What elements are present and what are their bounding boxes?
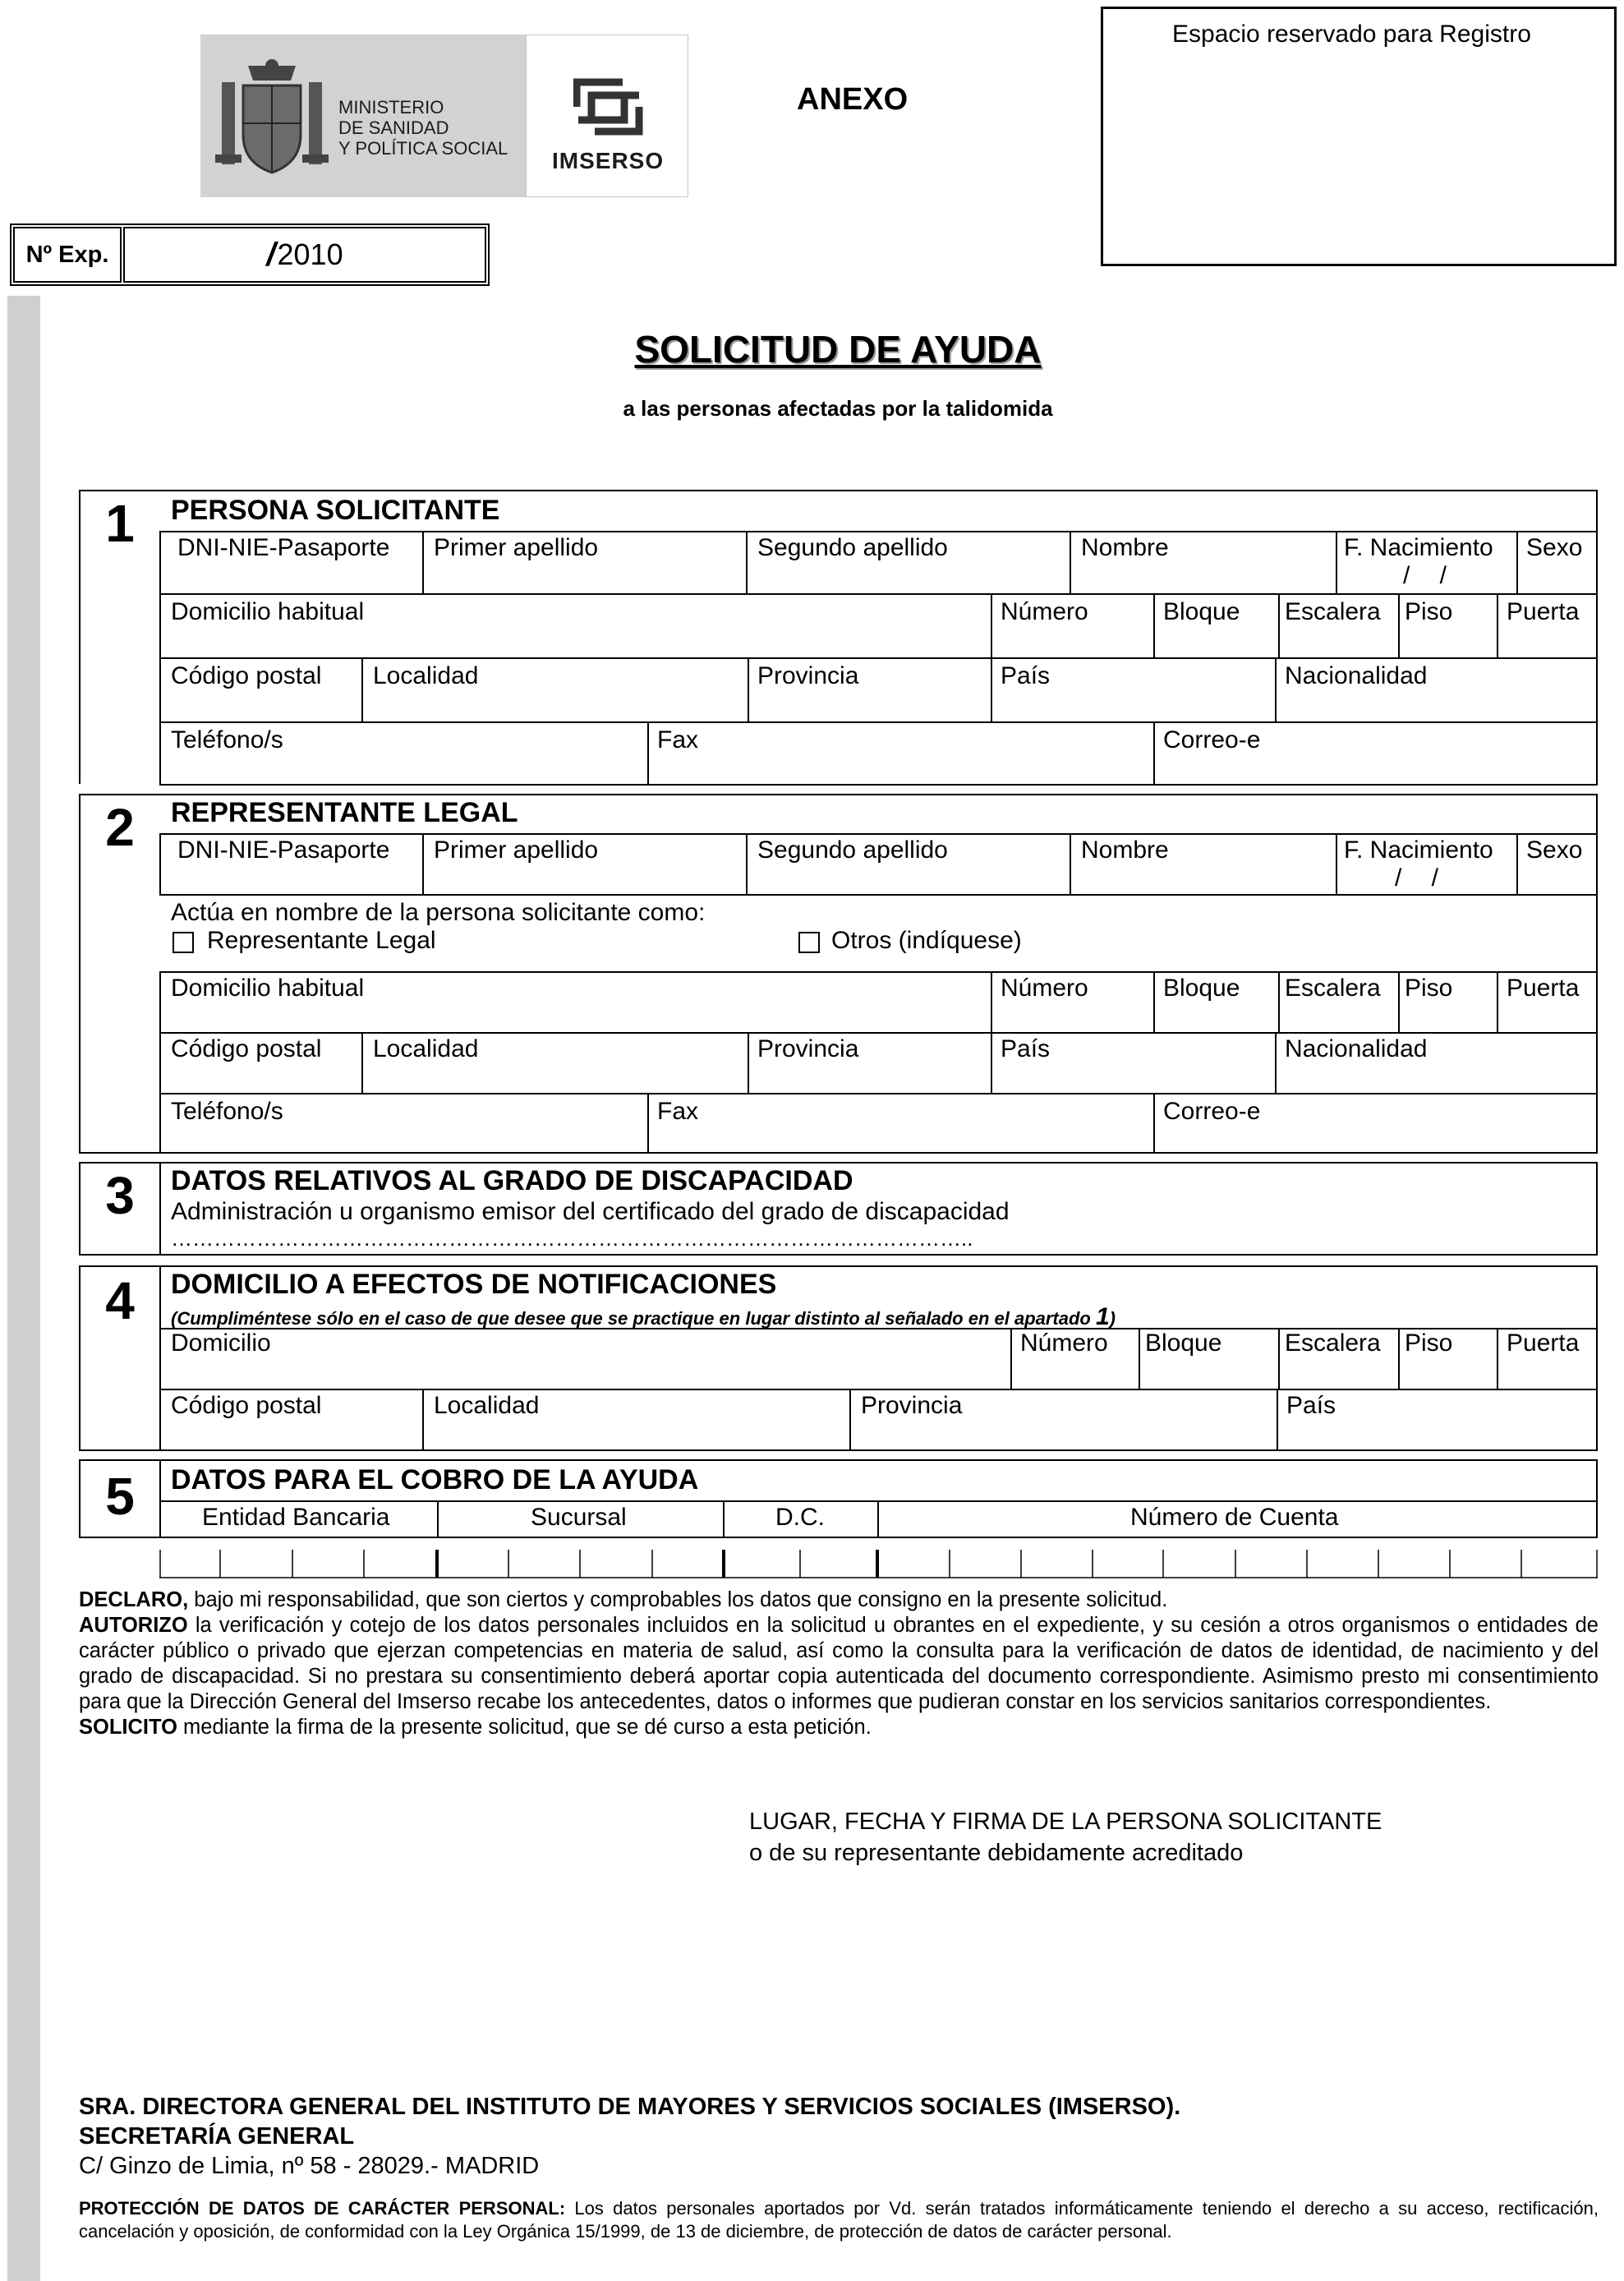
s1-telefono-field[interactable] (159, 721, 649, 786)
s4-pais-field[interactable] (1277, 1389, 1598, 1451)
s4-domicilio-field[interactable] (159, 1328, 1012, 1390)
s1-domicilio-field[interactable] (159, 593, 992, 659)
s1-cp-field[interactable] (159, 657, 363, 723)
s4-bloque-field[interactable] (1139, 1328, 1280, 1390)
s2-cp-label: Código postal (171, 1035, 322, 1062)
s4-note-end: ) (1109, 1308, 1116, 1329)
ministry-line-3: Y POLÍTICA SOCIAL (338, 138, 508, 159)
s1-apellido1-label: Primer apellido (434, 534, 599, 561)
s2-provincia-field[interactable] (748, 1032, 992, 1094)
s1-sexo-field[interactable] (1516, 531, 1598, 595)
s4-note (171, 1303, 1116, 1331)
page-title: SOLICITUD DE AYUDA (634, 328, 1042, 371)
s2-fax-label: Fax (657, 1098, 699, 1125)
privacy-text: Los datos personales aportados por Vd. serán tratados informáticamente teniendo el derecho a su acceso, rectificación, cancelación y oposición, de conformidad con la Ley Orgánica 15/1999, de 13 de diciembre, de protección de datos de carácter personal. (79, 2198, 1599, 2242)
s1-date-slashes: / / (1403, 562, 1447, 589)
s4-puerta-label: Puerta (1507, 1329, 1580, 1357)
s2-puerta-field[interactable] (1497, 971, 1598, 1034)
s1-correo-label: Correo-e (1163, 726, 1261, 753)
s2-apellido1-label: Primer apellido (434, 836, 599, 864)
section-4-heading: DOMICILIO A EFECTOS DE NOTIFICACIONES (171, 1269, 777, 1300)
s5-cuenta-label: Número de Cuenta (1130, 1504, 1339, 1531)
s2-sexo-label: Sexo (1526, 836, 1583, 864)
recipient-address (79, 2092, 1180, 2181)
s1-domicilio-label: Domicilio habitual (171, 598, 365, 625)
s2-date-slashes: / / (1395, 864, 1439, 892)
s2-correo-label: Correo-e (1163, 1098, 1261, 1125)
ministry-line-2: DE SANIDAD (338, 118, 449, 138)
signature-area[interactable] (749, 1806, 1382, 1869)
registry-box (1101, 7, 1617, 266)
s2-otros-label: Otros (indíquese) (831, 927, 1022, 954)
address-line-1: SRA. DIRECTORA GENERAL DEL INSTITUTO DE MAYORES Y SERVICIOS SOCIALES (IMSERSO). (79, 2094, 1181, 2120)
s2-domicilio-label: Domicilio habitual (171, 975, 365, 1002)
registry-label: Espacio reservado para Registro (1172, 21, 1531, 48)
s3-dots: ………………………………………………………………………………………………….. (171, 1226, 973, 1251)
s4-note-number: 1 (1095, 1303, 1110, 1330)
s5-sucursal-label: Sucursal (531, 1504, 627, 1531)
s2-dni-field[interactable] (159, 833, 424, 896)
ministry-name (338, 97, 508, 159)
declaro-bold: DECLARO, (79, 1588, 189, 1611)
s2-sexo-field[interactable] (1516, 833, 1598, 896)
s1-nacimiento-label: F. Nacimiento (1344, 534, 1493, 561)
s1-apellido1-field[interactable] (422, 531, 748, 595)
s1-dni-field[interactable] (159, 531, 424, 595)
s2-apellido1-field[interactable] (422, 833, 748, 896)
s2-escalera-label: Escalera (1285, 975, 1381, 1002)
address-line-2: SECRETARÍA GENERAL (79, 2123, 355, 2150)
expedient-slash: / (266, 236, 276, 273)
s4-localidad-field[interactable] (422, 1389, 851, 1451)
s1-dni-label: DNI-NIE-Pasaporte (177, 534, 390, 561)
s2-telefono-label: Teléfono/s (171, 1098, 283, 1125)
section-3-heading: DATOS RELATIVOS AL GRADO DE DISCAPACIDAD (171, 1165, 853, 1196)
s2-apellido2-label: Segundo apellido (757, 836, 948, 864)
s1-localidad-field[interactable] (361, 657, 749, 723)
s4-pais-label: País (1286, 1392, 1336, 1419)
s5-dc-header (723, 1500, 879, 1538)
s2-pais-label: País (1001, 1035, 1051, 1062)
s4-cp-label: Código postal (171, 1392, 322, 1419)
section-1-number: 1 (105, 494, 135, 553)
address-line-3: C/ Ginzo de Limia, nº 58 - 28029.- MADRID (79, 2153, 540, 2179)
s2-correo-field[interactable] (1153, 1093, 1598, 1154)
s2-actua-label: Actúa en nombre de la persona solicitante como: (171, 899, 706, 926)
imserso-wordmark: IMSERSO (552, 148, 665, 173)
section-4-number: 4 (105, 1271, 135, 1330)
privacy-bold: PROTECCIÓN DE DATOS DE CARÁCTER PERSONAL: (79, 2198, 566, 2219)
expedient-number-field[interactable] (123, 227, 486, 283)
s2-nacionalidad-label: Nacionalidad (1285, 1035, 1428, 1062)
s1-localidad-label: Localidad (373, 662, 479, 689)
s5-dc-label: D.C. (775, 1504, 825, 1531)
s2-numero-field[interactable] (991, 971, 1155, 1034)
s2-puerta-label: Puerta (1507, 975, 1580, 1002)
s2-otros-checkbox[interactable] (798, 932, 820, 953)
s1-fax-label: Fax (657, 726, 699, 753)
s2-piso-label: Piso (1405, 975, 1453, 1002)
s1-bloque-field[interactable] (1153, 593, 1280, 659)
s4-provincia-field[interactable] (849, 1389, 1278, 1451)
s1-puerta-field[interactable] (1497, 593, 1598, 659)
s4-provincia-label: Provincia (861, 1392, 963, 1419)
s2-dni-label: DNI-NIE-Pasaporte (177, 836, 390, 864)
s2-nombre-field[interactable] (1070, 833, 1337, 896)
s4-numero-label: Número (1020, 1329, 1108, 1357)
coat-of-arms-icon (215, 58, 329, 179)
s2-numero-label: Número (1001, 975, 1088, 1002)
ministry-line-1: MINISTERIO (338, 97, 444, 118)
s1-correo-field[interactable] (1153, 721, 1598, 786)
s1-bloque-label: Bloque (1163, 598, 1240, 625)
expedient-year: 2010 (277, 237, 343, 271)
s2-escalera-field[interactable] (1278, 971, 1400, 1034)
s1-pais-label: País (1001, 662, 1051, 689)
signature-line-2: o de su representante debidamente acreditado (749, 1840, 1244, 1866)
s2-nombre-label: Nombre (1081, 836, 1169, 864)
s1-apellido2-label: Segundo apellido (757, 534, 948, 561)
page-subtitle: a las personas afectadas por la talidomida (623, 396, 1053, 421)
s2-localidad-field[interactable] (361, 1032, 749, 1094)
s2-localidad-label: Localidad (373, 1035, 479, 1062)
section-2-number: 2 (105, 798, 135, 857)
s1-numero-field[interactable] (991, 593, 1155, 659)
s2-cp-field[interactable] (159, 1032, 363, 1094)
s2-piso-field[interactable] (1398, 971, 1498, 1034)
s1-pais-field[interactable] (991, 657, 1277, 723)
s1-nacimiento-field[interactable] (1336, 531, 1518, 595)
s1-nombre-field[interactable] (1070, 531, 1337, 595)
s1-fax-field[interactable] (647, 721, 1155, 786)
s4-bloque-label: Bloque (1145, 1329, 1222, 1357)
anexo-label: ANEXO (797, 82, 909, 117)
s2-domicilio-field[interactable] (159, 971, 992, 1034)
s1-piso-label: Piso (1405, 598, 1453, 625)
s2-telefono-field[interactable] (159, 1093, 649, 1154)
autorizo-text: la verificación y cotejo de los datos personales incluidos en la solicitud u obrantes en el expediente, y su cesión a otros organismos o entidades de carácter público o privado que ejerzan competencias en materia de salud, así como la consulta para la verificación de datos de identidad, de nacimiento y del grado de discapacidad. Si no prestara su consentimiento deberá aportar copia autenticada del documento correspondiente. Asimismo presto mi consentimiento para que la Dirección General del Imserso recabe los antecedentes, datos o informes que pudieran constar en los servicios sanitarios correspondientes. (79, 1614, 1599, 1713)
s2-nacimiento-field[interactable] (1336, 833, 1518, 896)
s4-note-text: (Cumpliméntese sólo en el caso de que desee que se practique en lugar distinto al señalado en el apartado (171, 1308, 1096, 1329)
s1-escalera-label: Escalera (1285, 598, 1381, 625)
section-2-heading: REPRESENTANTE LEGAL (171, 797, 518, 828)
s1-cp-label: Código postal (171, 662, 322, 689)
s1-nombre-label: Nombre (1081, 534, 1169, 561)
privacy-notice (79, 2197, 1599, 2243)
s1-apellido2-field[interactable] (746, 531, 1071, 595)
s1-numero-label: Número (1001, 598, 1088, 625)
s4-escalera-field[interactable] (1278, 1328, 1400, 1390)
s1-provincia-field[interactable] (748, 657, 992, 723)
s2-bloque-label: Bloque (1163, 975, 1240, 1002)
s2-bloque-field[interactable] (1153, 971, 1280, 1034)
s2-nacionalidad-field[interactable] (1275, 1032, 1598, 1094)
s1-nacionalidad-label: Nacionalidad (1285, 662, 1428, 689)
s3-text: Administración u organismo emisor del certificado del grado de discapacidad (171, 1198, 1010, 1225)
s1-escalera-field[interactable] (1278, 593, 1400, 659)
s1-piso-field[interactable] (1398, 593, 1498, 659)
s2-representante-label: Representante Legal (207, 927, 436, 954)
section-3-number: 3 (105, 1166, 135, 1225)
s1-telefono-label: Teléfono/s (171, 726, 283, 753)
s4-escalera-label: Escalera (1285, 1329, 1381, 1357)
s4-piso-label: Piso (1405, 1329, 1453, 1357)
s2-fax-field[interactable] (647, 1093, 1155, 1154)
s1-nacionalidad-field[interactable] (1275, 657, 1598, 723)
s5-cuenta-header (877, 1500, 1598, 1538)
s5-entidad-header (159, 1500, 439, 1538)
s1-provincia-label: Provincia (757, 662, 859, 689)
autorizo-bold: AUTORIZO (79, 1614, 188, 1637)
s4-puerta-field[interactable] (1497, 1328, 1598, 1390)
s5-sucursal-header (437, 1500, 725, 1538)
declaration-text (79, 1587, 1599, 1740)
s4-localidad-label: Localidad (434, 1392, 540, 1419)
solicito-bold: SOLICITO (79, 1716, 177, 1739)
s1-sexo-label: Sexo (1526, 534, 1583, 561)
section-1-heading: PERSONA SOLICITANTE (171, 495, 500, 526)
s5-account-digit-boxes[interactable] (159, 1538, 1599, 1579)
s2-apellido2-field[interactable] (746, 833, 1071, 896)
signature-line-1: LUGAR, FECHA Y FIRMA DE LA PERSONA SOLICITANTE (749, 1809, 1382, 1835)
s4-numero-field[interactable] (1010, 1328, 1140, 1390)
section-5-number: 5 (105, 1467, 135, 1526)
section-5-heading: DATOS PARA EL COBRO DE LA AYUDA (171, 1464, 699, 1495)
s2-nacimiento-label: F. Nacimiento (1344, 836, 1493, 864)
s2-pais-field[interactable] (991, 1032, 1277, 1094)
s4-cp-field[interactable] (159, 1389, 424, 1451)
imserso-logo-icon (573, 74, 644, 140)
s1-puerta-label: Puerta (1507, 598, 1580, 625)
s5-entidad-label: Entidad Bancaria (202, 1504, 390, 1531)
left-margin-bar (7, 296, 40, 2281)
s2-representante-checkbox[interactable] (173, 932, 194, 953)
s2-provincia-label: Provincia (757, 1035, 859, 1062)
expedient-label: Nº Exp. (13, 227, 122, 283)
declaro-text: bajo mi responsabilidad, que son ciertos y comprobables los datos que consigno en la presente solicitud. (188, 1588, 1168, 1611)
s4-piso-field[interactable] (1398, 1328, 1498, 1390)
solicito-text: mediante la firma de la presente solicitud, que se dé curso a esta petición. (177, 1716, 872, 1739)
s4-domicilio-label: Domicilio (171, 1329, 271, 1357)
